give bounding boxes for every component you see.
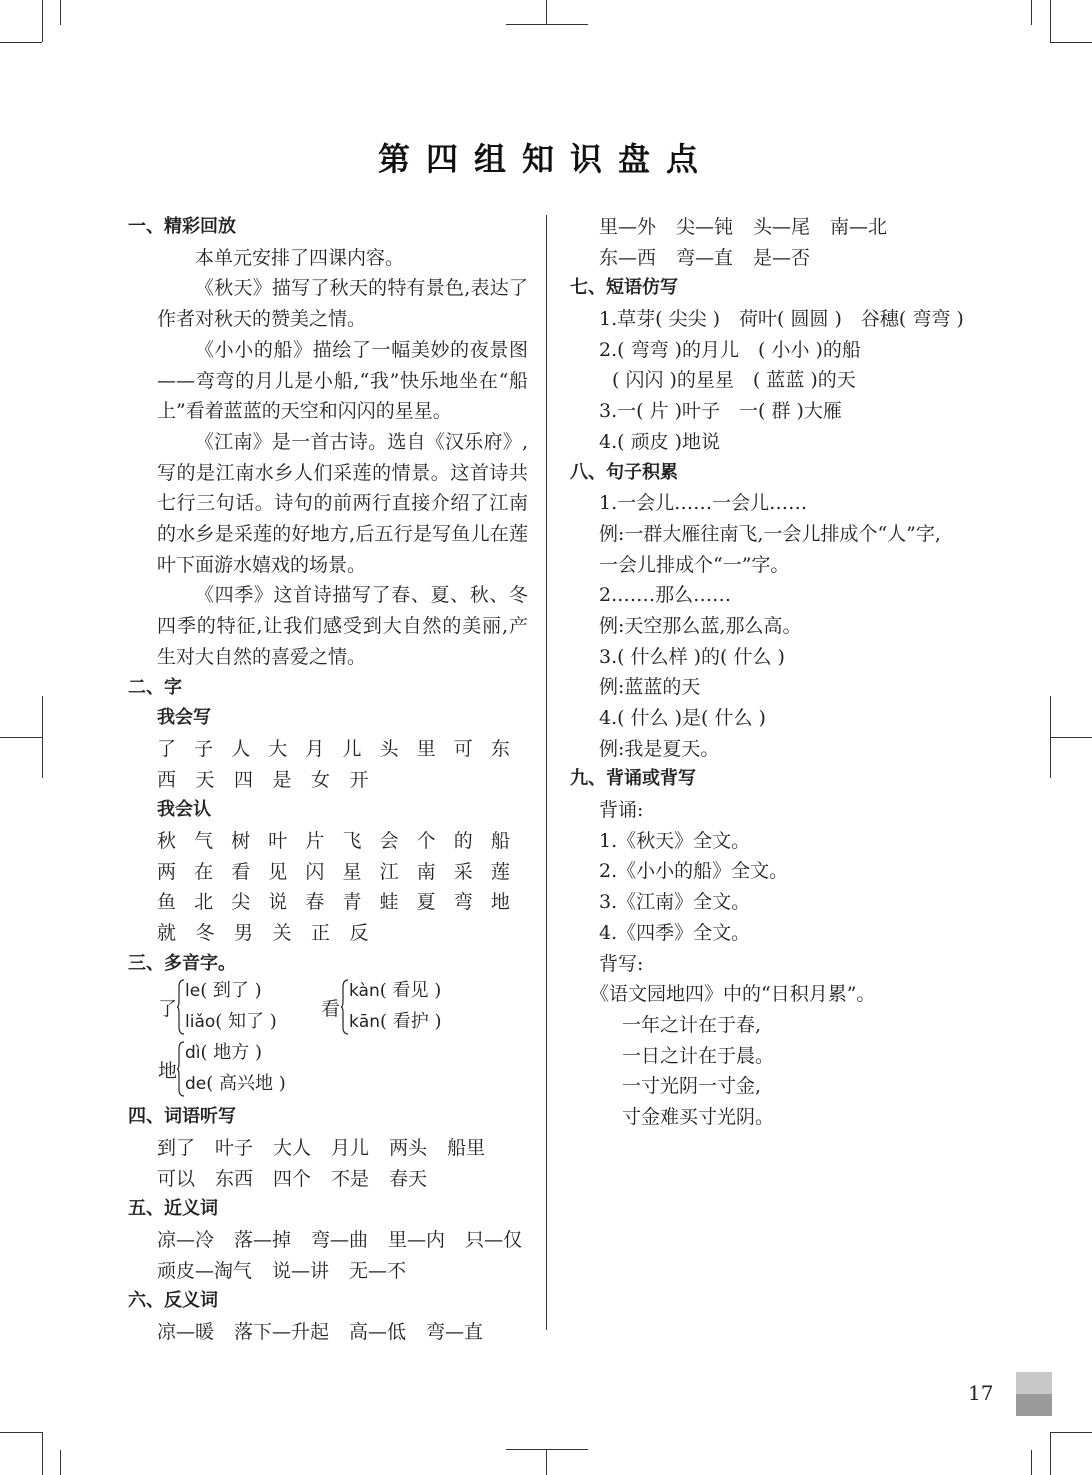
crop-mark xyxy=(60,0,61,25)
polyphone-option: liǎo( 知了 ) xyxy=(185,1011,277,1033)
char: 男 xyxy=(234,922,254,945)
sentence-line: 例:天空那么蓝,那么高。 xyxy=(599,614,802,637)
char: 人 xyxy=(231,737,251,760)
word: 四个 xyxy=(273,1167,312,1190)
char: 正 xyxy=(311,922,331,945)
crop-mark xyxy=(1050,1432,1051,1475)
char: 鱼 xyxy=(157,891,177,914)
char: 闪 xyxy=(305,860,325,883)
section-heading: 七、短语仿写 xyxy=(570,277,678,299)
char: 星 xyxy=(342,860,362,883)
char: 东 xyxy=(490,737,510,760)
word-pair: 无—不 xyxy=(349,1259,407,1282)
sentence-line: 4.( 什么 )是( 什么 ) xyxy=(599,707,766,729)
poem-line: 一日之计在于晨。 xyxy=(622,1044,775,1067)
subheading: 我会写 xyxy=(157,707,211,729)
write-intro: 《语文园地四》中的“日积月累”。 xyxy=(590,983,876,1006)
column-divider xyxy=(546,215,547,1330)
brace-icon xyxy=(341,979,349,1035)
char: 尖 xyxy=(231,891,251,914)
char: 开 xyxy=(349,768,369,791)
write-chars xyxy=(128,734,528,795)
char: 了 xyxy=(157,737,177,760)
char: 莲 xyxy=(490,860,510,883)
char: 里 xyxy=(416,737,436,760)
word-pair: 里—内 xyxy=(388,1228,446,1251)
word: 船里 xyxy=(447,1136,486,1159)
subheading: 我会认 xyxy=(157,799,211,821)
char: 反 xyxy=(349,922,369,945)
recite-item: 3.《江南》全文。 xyxy=(599,891,751,914)
crop-mark xyxy=(0,42,42,43)
poem-line: 寸金难买寸光阴。 xyxy=(622,1105,775,1128)
phrase-line: 4.( 顽皮 )地说 xyxy=(599,430,721,453)
char: 会 xyxy=(379,829,399,852)
char: 蛙 xyxy=(379,891,399,914)
char: 是 xyxy=(272,768,292,791)
char: 采 xyxy=(453,860,473,883)
char: 青 xyxy=(342,891,362,914)
page-title: 第四组知识盘点 xyxy=(377,140,714,178)
char: 两 xyxy=(157,860,177,883)
section-heading: 八、句子积累 xyxy=(570,461,678,483)
char: 片 xyxy=(305,829,325,852)
section-heading: 六、反义词 xyxy=(128,1290,218,1312)
char-row xyxy=(157,918,528,949)
word-pair: 弯—直 xyxy=(426,1321,484,1343)
left-column xyxy=(128,212,528,1348)
char-row xyxy=(157,857,528,888)
word-row xyxy=(570,243,990,274)
char: 地 xyxy=(490,891,510,914)
char: 在 xyxy=(194,860,214,883)
char: 就 xyxy=(157,922,177,945)
section-heading: 九、背诵或背写 xyxy=(570,768,696,790)
crop-mark xyxy=(0,1432,42,1433)
crop-mark xyxy=(1050,1432,1092,1433)
char: 春 xyxy=(305,891,325,914)
word-row xyxy=(128,1256,528,1287)
char: 儿 xyxy=(342,737,362,760)
paragraph: 《江南》是一首古诗。选自《汉乐府》,写的是江南水乡人们采莲的情景。这首诗共七行三句话。诗句的前两行直接介绍了江南的水乡是采莲的好地方,后五行是写鱼儿在莲叶下面游水嬉戏的场景。 xyxy=(157,430,528,576)
brace-icon xyxy=(177,1041,185,1097)
polyphone-option: kàn( 看见 ) xyxy=(349,980,442,1002)
recite-item: 1.《秋天》全文。 xyxy=(599,829,751,852)
word-pair: 头—尾 xyxy=(753,216,811,238)
char-row xyxy=(157,826,528,857)
poem-line: 一寸光阴一寸金, xyxy=(622,1075,762,1098)
crop-mark xyxy=(506,1449,588,1450)
polyphone-option: le( 到了 ) xyxy=(185,980,262,1002)
char: 可 xyxy=(453,737,473,760)
word-pair: 高—低 xyxy=(349,1321,407,1343)
sentence-line: 1.一会儿……一会儿…… xyxy=(599,492,808,515)
poem-line: 一年之计在于春, xyxy=(622,1013,762,1036)
crop-mark xyxy=(60,1450,61,1475)
polyphone-char: 看 xyxy=(321,998,341,1021)
char: 见 xyxy=(268,860,288,883)
crop-mark xyxy=(1050,737,1092,738)
char: 大 xyxy=(268,737,288,760)
word: 不是 xyxy=(331,1167,370,1190)
char: 冬 xyxy=(195,922,215,945)
word: 两头 xyxy=(389,1136,428,1159)
char: 北 xyxy=(194,891,214,914)
read-chars xyxy=(128,826,528,949)
char: 叶 xyxy=(268,829,288,852)
sentence-line: 例:一群大雁往南飞,一会儿排成个“人”字, xyxy=(599,522,941,545)
paragraph: 《四季》这首诗描写了春、夏、秋、冬四季的特征,让我们感受到大自然的美丽,产生对大自然的喜爱之情。 xyxy=(157,584,528,668)
paragraph: 《秋天》描写了秋天的特有景色,表达了作者对秋天的赞美之情。 xyxy=(157,277,528,331)
polyphone-option: kān( 看护 ) xyxy=(349,1011,442,1033)
word-pair: 里—外 xyxy=(599,216,657,238)
crop-mark xyxy=(546,1449,547,1475)
word: 到了 xyxy=(157,1136,196,1159)
word-pair: 落下—升起 xyxy=(234,1321,330,1343)
word-row xyxy=(128,1225,528,1256)
char: 看 xyxy=(231,860,251,883)
char: 关 xyxy=(272,922,292,945)
word-pair: 凉—暖 xyxy=(157,1321,215,1343)
page-tab-light xyxy=(1016,1372,1052,1394)
polyphone-option: de( 高兴地 ) xyxy=(185,1072,286,1094)
word-pair: 只—仅 xyxy=(465,1228,523,1251)
char: 女 xyxy=(311,768,331,791)
crop-mark xyxy=(42,1432,43,1475)
char: 飞 xyxy=(342,829,362,852)
char: 子 xyxy=(194,737,214,760)
word: 东西 xyxy=(215,1167,254,1190)
sentence-line: 例:我是夏天。 xyxy=(599,737,720,760)
char-row xyxy=(157,887,528,918)
char: 船 xyxy=(490,829,510,852)
char: 夏 xyxy=(416,891,436,914)
word-row xyxy=(128,1317,528,1348)
word-pair: 是—否 xyxy=(753,246,811,269)
sentence-line: 一会儿排成个“一”字。 xyxy=(599,553,790,576)
char: 气 xyxy=(194,829,214,852)
phrase-line: ( 闪闪 )的星星 ( 蓝蓝 )的天 xyxy=(612,369,856,392)
recite-label: 背诵: xyxy=(599,799,644,822)
sentence-line: 2.……那么…… xyxy=(599,584,732,607)
crop-mark xyxy=(546,0,547,24)
polyphone-option: dì( 地方 ) xyxy=(185,1041,263,1063)
crop-mark xyxy=(1050,0,1051,42)
polyphone-group xyxy=(128,979,528,1040)
char: 弯 xyxy=(453,891,473,914)
section-heading: 一、精彩回放 xyxy=(128,216,236,237)
word-pair: 东—西 xyxy=(599,246,657,269)
section-heading: 四、词语听写 xyxy=(128,1106,236,1128)
word-pair: 顽皮—淘气 xyxy=(157,1259,253,1282)
char: 树 xyxy=(231,829,251,852)
word: 叶子 xyxy=(215,1136,254,1159)
char: 的 xyxy=(453,829,473,852)
word-pair: 尖—钝 xyxy=(676,216,734,238)
paragraph: 《小小的船》描绘了一幅美妙的夜景图——弯弯的月儿是小船,“我”快乐地坐在“船上”看着蓝蓝的天空和闪闪的星星。 xyxy=(157,338,528,423)
section-heading: 二、字 xyxy=(128,676,182,698)
word-row xyxy=(128,1133,528,1164)
char: 西 xyxy=(157,768,177,791)
crop-mark xyxy=(506,24,588,25)
word-row xyxy=(128,1164,528,1195)
word-pair: 凉—冷 xyxy=(157,1228,215,1251)
crop-mark xyxy=(1050,42,1092,43)
write-label: 背写: xyxy=(599,952,644,975)
polyphone-group xyxy=(128,1041,528,1102)
paragraph: 本单元安排了四课内容。 xyxy=(195,246,405,269)
word-pair: 说—讲 xyxy=(272,1259,330,1282)
right-column xyxy=(570,212,990,1133)
char-row xyxy=(157,734,528,765)
word: 可以 xyxy=(157,1167,196,1190)
char: 江 xyxy=(379,860,399,883)
char: 秋 xyxy=(157,829,177,852)
word: 春天 xyxy=(389,1167,428,1190)
char: 头 xyxy=(379,737,399,760)
page-number: 17 xyxy=(968,1381,994,1405)
crop-mark xyxy=(1031,1450,1032,1475)
char: 南 xyxy=(416,860,436,883)
section-heading: 五、近义词 xyxy=(128,1198,218,1220)
recite-item: 2.《小小的船》全文。 xyxy=(599,860,789,883)
phrase-line: 1.草芽( 尖尖 ) 荷叶( 圆圆 ) 谷穗( 弯弯 ) xyxy=(599,308,964,331)
polyphone-char: 地 xyxy=(158,1059,178,1082)
crop-mark xyxy=(42,696,43,778)
char: 说 xyxy=(268,891,288,914)
sentence-line: 3.( 什么样 )的( 什么 ) xyxy=(599,645,785,668)
word: 月儿 xyxy=(331,1136,370,1159)
crop-mark xyxy=(0,737,42,738)
word-row xyxy=(570,212,990,243)
word-pair: 南—北 xyxy=(830,216,888,238)
review-paragraphs xyxy=(128,243,528,673)
word-pair: 弯—曲 xyxy=(311,1228,369,1251)
brace-icon xyxy=(177,979,185,1035)
page-tab-dark xyxy=(1016,1394,1052,1416)
crop-mark xyxy=(1050,696,1051,778)
phrase-line: 3.一( 片 )叶子 一( 群 )大雁 xyxy=(599,400,842,423)
char-row xyxy=(157,765,528,796)
section-heading: 三、多音字。 xyxy=(128,952,236,974)
crop-mark xyxy=(42,0,43,42)
word-pair: 落—掉 xyxy=(234,1228,292,1251)
sentence-line: 例:蓝蓝的天 xyxy=(599,676,701,699)
phrase-line: 2.( 弯弯 )的月儿 ( 小小 )的船 xyxy=(599,338,861,361)
word: 大人 xyxy=(273,1136,312,1159)
char: 天 xyxy=(195,768,215,791)
polyphone-char: 了 xyxy=(158,998,178,1021)
char: 个 xyxy=(416,829,436,852)
crop-mark xyxy=(1031,0,1032,25)
word-pair: 弯—直 xyxy=(676,246,734,269)
char: 月 xyxy=(305,737,325,760)
char: 四 xyxy=(234,768,254,791)
recite-item: 4.《四季》全文。 xyxy=(599,921,751,944)
